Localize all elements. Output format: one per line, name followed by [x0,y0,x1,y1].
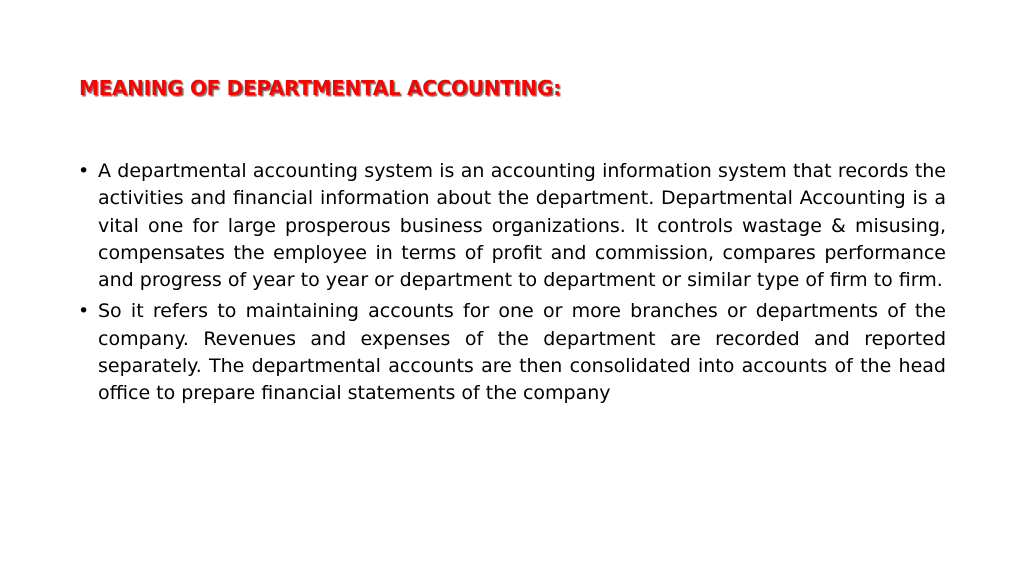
bullet-text: So it refers to maintaining accounts for one or more branches or departments of the company. Revenues and expenses of the department are recorded and reported separately. The departmental accounts are then consolidated into accounts of the head office to prepare financial statements of the company [98,300,946,405]
bullet-item-definition [78,158,946,294]
bullet-list [78,158,946,412]
slide-title: MEANING OF DEPARTMENTAL ACCOUNTING: [79,76,561,100]
bullet-icon: • [78,300,90,323]
bullet-text: A departmental accounting system is an accounting information system that records the activities and financial information about the department. Departmental Accounting is a vital one for large prosperous business organizations. It controls wastage & misusing, compensates the employee in terms of profit and commission, compares performance and progress of year to year or department to department or similar type of firm to firm. [98,160,946,292]
bullet-item-reference [78,298,946,407]
bullet-icon: • [78,160,90,182]
